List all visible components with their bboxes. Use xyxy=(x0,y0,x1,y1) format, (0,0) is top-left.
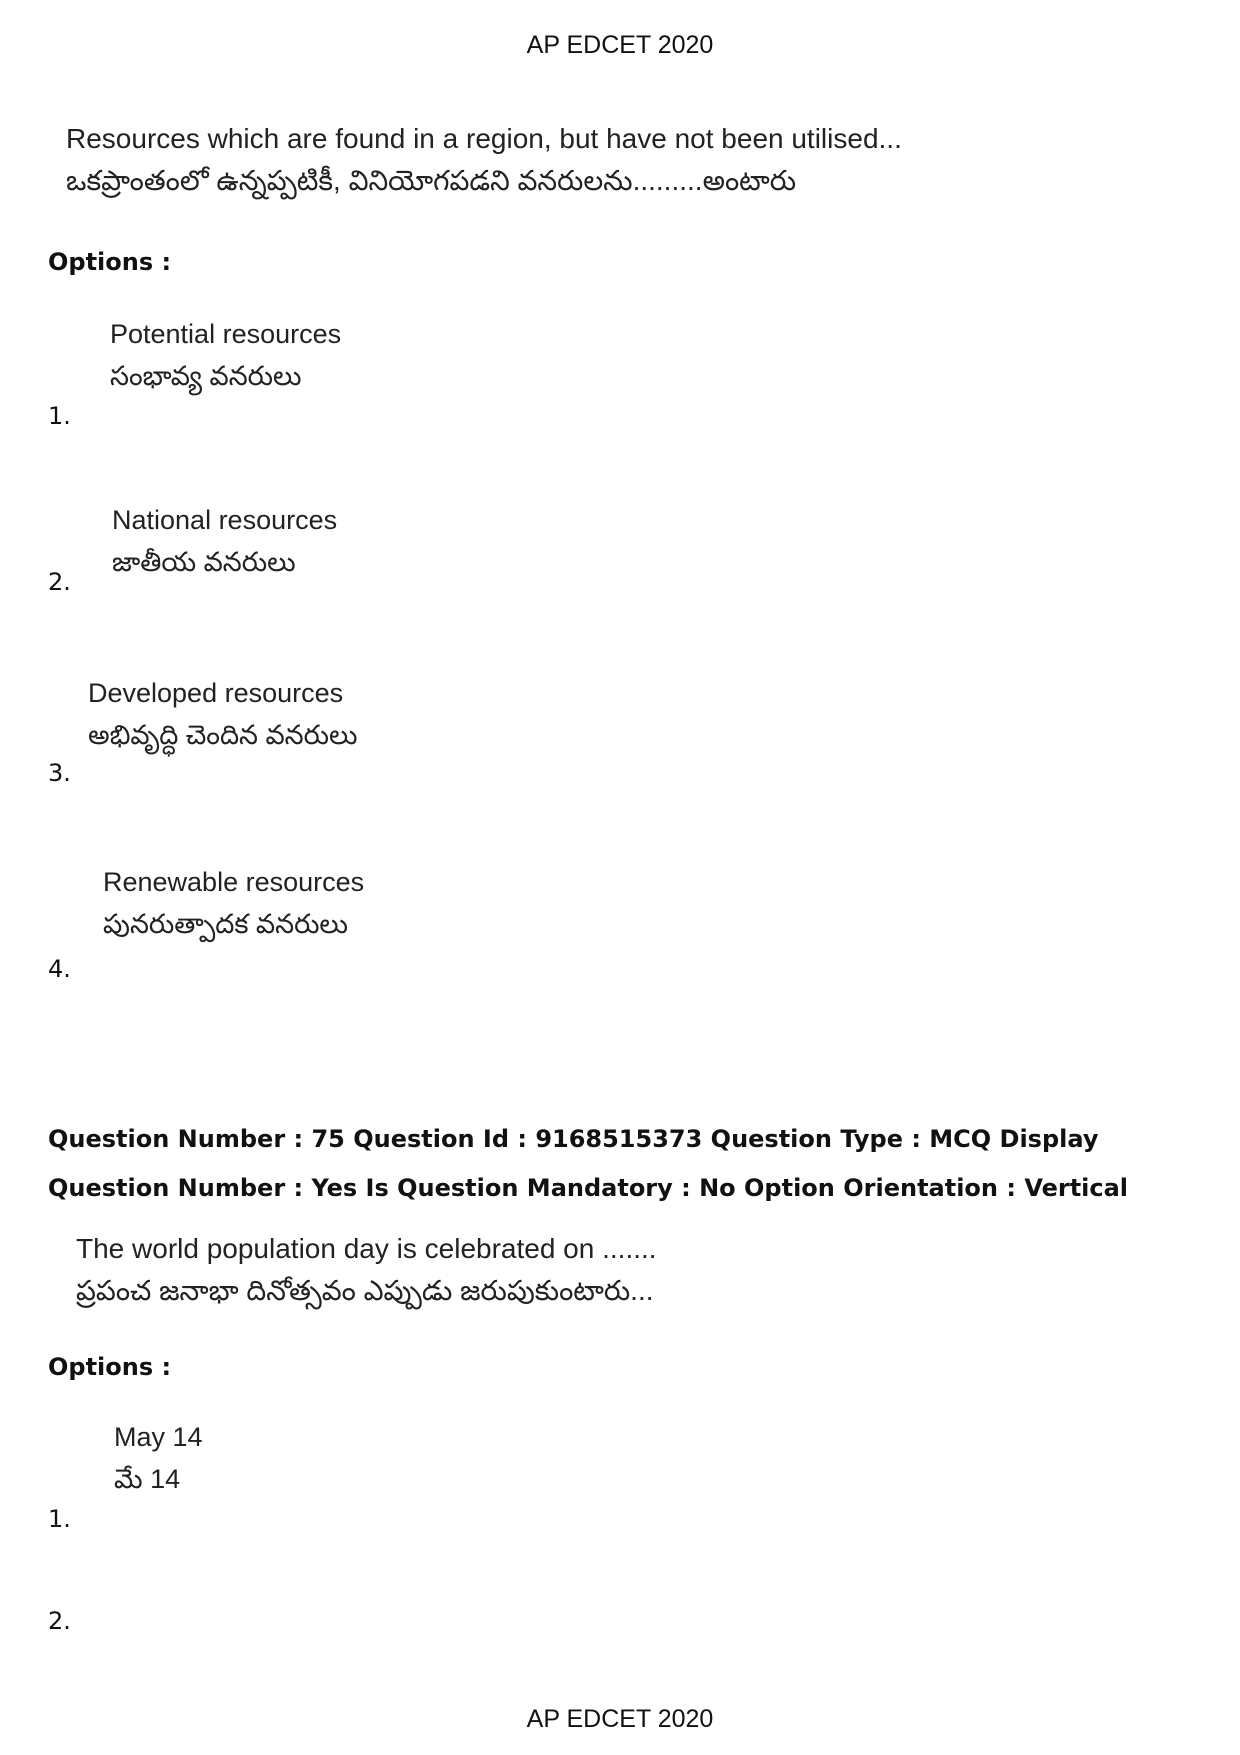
question-text-image xyxy=(66,119,902,203)
option-1-text-te: మే 14 xyxy=(114,1464,181,1494)
option-4-text-te: పునరుత్పాదక వనరులు xyxy=(103,909,348,939)
page-header: AP EDCET 2020 xyxy=(526,31,714,59)
option-4-number: 4. xyxy=(48,955,71,983)
option-2-text-en: National resources xyxy=(112,505,338,535)
option-1-number: 1. xyxy=(48,1505,71,1533)
option-4-text-en: Renewable resources xyxy=(103,867,365,897)
option-3-text-te: అభివృద్ధి చెందిన వనరులు xyxy=(88,720,358,750)
option-2-number: 2. xyxy=(48,1607,71,1635)
option-3-image[interactable] xyxy=(88,673,357,757)
option-3-text-en: Developed resources xyxy=(88,678,344,708)
option-1-image[interactable] xyxy=(114,1417,203,1501)
option-2-text-te: జాతీయ వనరులు xyxy=(112,547,296,577)
question-meta: Question Number : 75 Question Id : 9168515373 Question Type : MCQ Display Question Number : Yes Is Question Mandatory : No Option Orientation : Vertical xyxy=(48,1125,1129,1202)
option-1-number: 1. xyxy=(48,402,71,430)
question-text-en: Resources which are found in a region, but have not been utilised... xyxy=(66,123,902,154)
question-text-en: The world population day is celebrated on ....... xyxy=(76,1233,657,1264)
option-1-text-en: Potential resources xyxy=(110,319,342,349)
question-text-te: ప్రపంచ జనాభా దినోత్సవం ఎప్పుడు జరుపుకుంటారు... xyxy=(76,1275,654,1306)
question-text-image xyxy=(76,1229,657,1313)
option-1-image[interactable] xyxy=(110,314,341,398)
option-3-number: 3. xyxy=(48,759,71,787)
options-label: Options : xyxy=(48,248,172,276)
options-label: Options : xyxy=(48,1353,172,1381)
question-text-te: ఒకప్రాంతంలో ఉన్నప్పటికీ, వినియోగపడని వనరులను.........అంటారు xyxy=(66,165,797,196)
option-1-text-en: May 14 xyxy=(114,1422,203,1452)
option-4-image[interactable] xyxy=(103,862,364,946)
option-2-image[interactable] xyxy=(112,500,337,584)
option-1-text-te: సంభావ్య వనరులు xyxy=(110,361,302,391)
page-footer: AP EDCET 2020 xyxy=(526,1705,714,1733)
option-2-number: 2. xyxy=(48,568,71,596)
